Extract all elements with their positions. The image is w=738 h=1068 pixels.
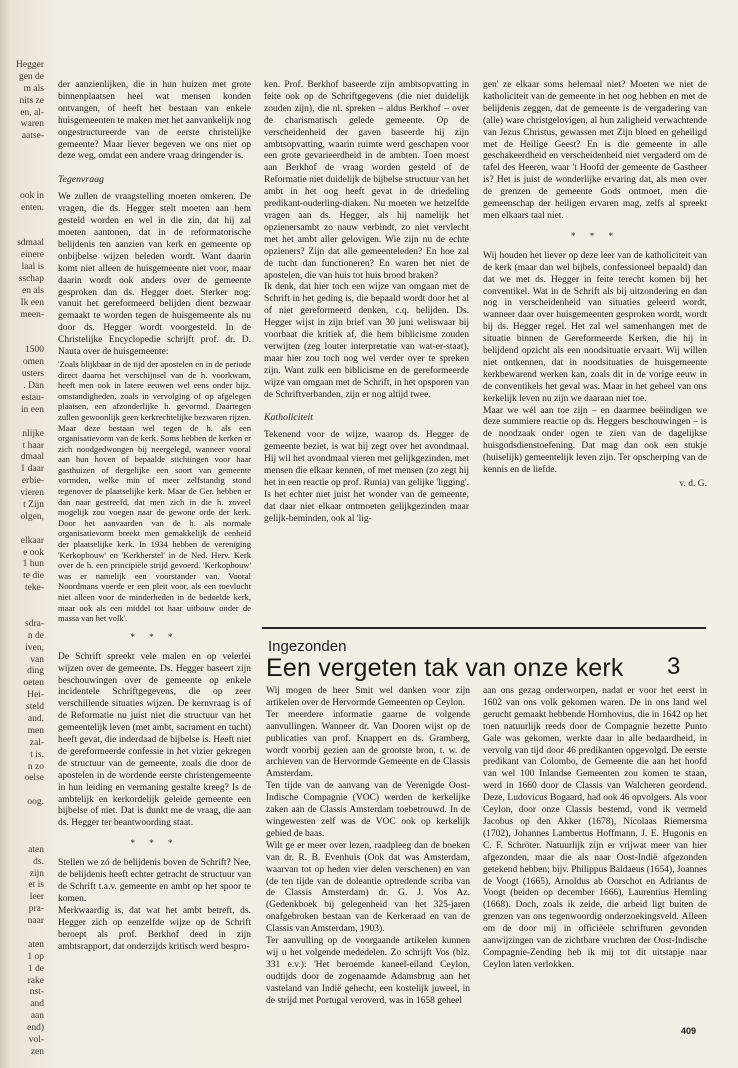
edge-fragment: laal is xyxy=(21,262,44,273)
column-2 xyxy=(264,80,469,526)
edge-fragment: rake xyxy=(27,975,44,986)
edge-fragment: enten. xyxy=(21,202,44,213)
edge-fragment xyxy=(0,333,44,345)
edge-fragment: 1 hun xyxy=(22,559,44,570)
subheading-tegenvraag: Tegenvraag xyxy=(58,174,104,186)
col1-paragraph-2: We zullen de vraagstelling moeten omkeren. De vragen, die ds. Hegger stelt moeten aan hem gesteld worden en wel in die zin, dat hij zal moeten aantonen, dat in de reformatorische belijdenis ten aanzien van kerk en gemeente op onbijbelse wijzen beleden wordt. Want daarin komt niet alleen de huisgemeente niet voor, maar daarin wordt ook anders over de gemeente gesproken dan ds. Hegger doet. Sterker nog: vanuit het gereformeerd belijden dient bezwaar gemaakt te worden tegen de huisgemeente als nu door ds. Hegger wordt voorgesteld. In de Christelijke Encyclopedie schrijft prof. dr. D. Nauta over de huisgemeente: xyxy=(58,192,251,358)
edge-fragment: naar xyxy=(27,916,44,927)
edge-fragment: t Zijn xyxy=(23,499,44,510)
edge-fragment: en, al- xyxy=(20,107,44,118)
edge-fragment xyxy=(0,179,44,191)
article2-column-b: aan ons gezag onderworpen, nadat er voor het eerst in 1602 van ons volk gekomen waren. De in ons land wel gerucht gemaakt hebbende Hornhovius, die in 1642 op het toen natuurlijk reeds door de Compagnie bezette Punto Gale was gekomen, werkte daar in alle bedaardheid, in vervolg van tijd door 46 predikanten opgevolgd. De eerste predikant van Colombo, de Gemeente die aan het hoofd van wel 100 Inlandse Gemeenten zou komen te staan, werd in 1660 door de Classis van Walcheren geordend. Deze, Ludovicus Bogaard, had ook 46 opvolgers. Als voor Ceylon, door onze Classis bestemd, vond ik vermeld Jacobus op den Akker (1678), Nicolaas Riemersma (1702), Johannes Lambertus Hoffmann, J. E. Hugonis en C. F. Schröter. Natuurlijk zijn er vrijwat meer van hier afgezonden, maar die als naar Oost-Indië afgezonden getekend hebben; bijv. Philippus Baldaeus (1654), Joannes de Voogt (1665), Arnoldus ab Oorschot en Adrianus de Voogt (beiden op december 1666), Laurentius Hemling (1668). Doch, zoals ik zeide, die arbeid ligt buiten de grenzen van ons tegenwoordig onderzoekingsveld. Alleen om de door mij in officiëele schrifturen gevonden aanwijzingen van de zichtbare vruchten der Oost-Indische Compagnie-Zending heb ik mij tot dit uitstapje naar Ceylon laten verlokken. xyxy=(483,686,707,970)
edge-fragment: t is. xyxy=(30,749,44,760)
article2-column-a: Wij mogen de heer Smit wel danken voor zijn artikelen over de Hervormde Gemeenten op Ceylon. Ter meerdere informatie gaarne de volgende aanvullingen. Wanneer dr. Van Dooren wijst op de publicaties van prof. Knappert en ds. Gramberg, wordt voorbij gezien aan de grootste bron, t. w. de archieven van de Hervormde Gemeente en de Classis Amsterdam. Ten tijde van de aanvang van de Verenigde Oost-Indische Compagnie (VOC) werden de kerkelijke zaken aan de Classis Amsterdam toebetrouwd. In de wingewesten zelf was de VOC ook op kerkelijk gebied de baas. Wilt ge er meer over lezen, raadpleeg dan de boeken van dr. R. B. Evenhuis (Ook dat was Amsterdam, waarvan tot op heden vier delen verschenen) en van (de ten tijde van de doleantie optredende scriba van de Classis Amsterdam) dr. G. J. Vos Az. (Gedenkboek bij gelegenheid van het 325-jaren onafgebroken bestaan van de Kerkeraad en van de Classis van Amsterdam, 1903). Ter aanvulling op de voorgaande artikelen kunnen wij u het volgende mededelen. Zo schrijft Vos (blz. 331 e.v.): 'Het beroemde kaneel-eiland Ceylon, oudtijds door de zogenaamde Adamsbrug aan het vasteland van Indië gehecht, een kostelijk juweel, in de strijd met Portugal veroverd, was in 1658 geheel xyxy=(266,686,470,1006)
edge-fragment: 1 op xyxy=(27,951,44,962)
edge-fragment: ding xyxy=(27,666,44,677)
edge-fragment: and xyxy=(30,999,44,1010)
edge-fragment: oog. xyxy=(27,797,44,808)
edge-fragment xyxy=(0,809,44,821)
edge-fragment: zen xyxy=(30,1046,44,1057)
edge-fragment: men xyxy=(27,725,44,736)
edge-fragment: vol- xyxy=(28,1035,44,1046)
edge-fragment xyxy=(0,821,44,833)
edge-fragment: . Dan xyxy=(23,381,44,392)
series-part-number: 3 xyxy=(667,653,681,680)
edge-fragment xyxy=(0,417,44,429)
adjacent-page-edge xyxy=(0,60,44,1057)
nauta-quote: 'Zoals blijkbaar in de tijd der apostelen en in de periode direct daarna het verschijnsel van de h. voorkwam, heeft men ook in latere eeuwen wel eens onder bijz. omstandigheden, zoals in vervolging of op afgelegen plaatsen, een afzonderlijke h. gevormd. Daartegen zullen gewoonlijk geen kerkrechtelijke bezwaren rijzen. Maar deze bestaan wel tegen de h. als een organisatievorm van de kerk. Soms hebben de kerken er zich noodgedwongen bij neergelegd, wanneer vooral aan hun hoven of bepaalde stichtingen voor haar gasthuizen of dergelijke een soort van gemeente vormden, welke min of meer zelfstandig stond tegenover de plaatselijke kerk. Maar de Ger. hebben er dan naar gestreefd, dat men zich in die h. zoveel mogelijk zou voegen naar de gewone orde der kerk. Door het aanvaarden van de h. als normale organisatievorm breekt men gemakkelijk de eenheid der plaatselijke kerk. In 1934 hebben de vereniging 'Kerkopbouw' en 'Kerkherstel' in de Ned. Herv. Kerk over de h. een principiële strijd gevoerd. 'Kerkopbouw' was er namelijk een voorstander van. Vooral Noordmans voerde er een pleit voor, als een toevlucht niet alleen voor de minderheden in de bedoelde kerk, maar ook als een middel tot haar uitbouw onder de massa van het volk'. xyxy=(58,358,251,624)
edge-fragment: e ook xyxy=(23,547,44,558)
column-1 xyxy=(58,80,251,953)
edge-fragment xyxy=(0,607,44,619)
edge-fragment: gen de xyxy=(18,71,44,82)
edge-fragment: ook in xyxy=(19,190,44,201)
edge-fragment xyxy=(0,595,44,607)
edge-fragment: n de xyxy=(27,630,44,641)
column-3 xyxy=(483,80,707,491)
edge-fragment: 1 daar xyxy=(20,464,44,475)
edge-fragment xyxy=(0,143,44,155)
edge-fragment: teke- xyxy=(25,583,44,594)
edge-fragment xyxy=(0,322,44,334)
edge-fragment: omen xyxy=(22,357,44,368)
edge-fragment: aan xyxy=(30,1011,44,1022)
edge-fragment: usters xyxy=(21,369,44,380)
col3-paragraph-2: Wij houden het liever op deze leer van de katholiciteit van de kerk (maar dan wel bijbels, confessioneel bepaald) dan dat we met ds. Hegger in feite terecht komen bij het conventikel. Wat in de Schrift als bij uitzondering en dan nog in verscheidenheid van situaties geleerd wordt, wanneer daar over huisgemeenten gesproken wordt, wordt bij ds. Hegger regel. Het zal wel samenhangen met de situatie binnen de Gereformeerde Kerken, die hij in belijdend opzicht als een noodsituatie ervaart. Wij willen niet ontkennen, dat in noodsituaties de huisgemeente kerkbewarend werken kan, zoals dit in de vorige eeuw in de conventikels het geval was. Maar in het geheel van ons kerkelijk leven nu zijn we daaraan niet toe. Maar we wél aan toe zijn – en daarmee beëindigen we deze summiere reactie op ds. Heggers beschouwingen – is de noodzaak onder ogen te zien van de dagelijkse huisgodsdienstoefening. Dat mag dan ook een stukje (huiselijk) gemeentelijk leven zijn. Ter opscherping van de kennis en de liefde. xyxy=(483,250,707,476)
edge-fragment: vieren xyxy=(20,488,44,499)
edge-fragment: Ik een xyxy=(20,297,44,308)
edge-fragment: elkaar xyxy=(20,535,44,546)
section-separator-2: * * * xyxy=(130,838,179,849)
edge-fragment: einere xyxy=(20,250,44,261)
edge-fragment: nits ze xyxy=(19,95,44,106)
edge-fragment: oeten xyxy=(23,678,44,689)
edge-fragment xyxy=(0,524,44,536)
edge-fragment: in een xyxy=(21,404,44,415)
edge-fragment: 1 de xyxy=(27,963,44,974)
edge-fragment: oelse xyxy=(24,773,44,784)
edge-fragment xyxy=(0,226,44,238)
edge-fragment: ds. xyxy=(33,856,44,867)
col2-paragraph-1: ken. Prof. Berkhof baseerde zijn ambtsopvatting in feite ook op de Schriftgegevens (die niet duidelijk zouden zijn), die nl. spreken – aldus Berkhof – over de charismatisch gelede gemeente. Op de verscheidenheid der gaven baseerde hij zijn ambtsopvatting, waarin ruimte werd geschapen voor een grote gevarieerdheid in de ambten. Toen moest aan Berkhof de vraag worden gesteld of de Reformatie niet duidelijk de bijbelse structuur van het ambt in het oog heeft gevat in de driedeling predikant-ouderling-diaken. Nu moeten we hetzelfde vragen aan ds. Hegger, als hij namelijk het opzienersambt zo nauw verbindt, zo niet vervlecht met het ambt aller gelovigen. Wie zijn nu de echte opzieners? Zijn dat alle gemeenteleden? En hoe zal de tucht dan functioneren? En waren het niet de apostelen, die van huis tot huis brood braken? Ik denk, dat hier toch een wijze van omgaan met de Schrift in het geding is, die bepaald wordt door het al of niet gereformeerd denken, c.q. belijden. Ds. Hegger wijst in zijn brief van 30 juni weliswaar bij voorbaat die kritiek af, die hem biblicisme zouden verwijten (zeg louter interpretatie van wat-er-staat), maar hier zou toch nog wel verder over te spreken zijn. Want zulk een biblicisme en de gereformeerde wijze van omgaan met de Schrift, in het opsporen van de Schriftverbanden, zijn er nog altijd twee. xyxy=(264,80,469,400)
edge-fragment: steld xyxy=(26,702,44,713)
edge-fragment: leer xyxy=(29,892,44,903)
edge-fragment: sdra- xyxy=(25,618,44,629)
page-number: 409 xyxy=(681,1026,697,1036)
edge-fragment: van xyxy=(30,654,44,665)
edge-fragment: end) xyxy=(27,1023,44,1034)
author-signature: v. d. G. xyxy=(679,479,707,489)
edge-fragment: et is xyxy=(28,880,44,891)
subheading-katholiciteit: Katholiciteit xyxy=(264,412,313,424)
edge-fragment xyxy=(0,167,44,179)
edge-fragment: waren xyxy=(20,119,44,130)
edge-fragment: nst- xyxy=(29,987,44,998)
col1-paragraph-4: Stellen we zó de belijdenis boven de Schrift? Nee, de belijdenis heeft echter getracht de structuur van de Schrift t.a.v. gemeente en ambt op het spoor te komen. Merkwaardig is, dat wat het ambt betreft, ds. Hegger zich op eenzelfde wijze op de Schrift beroept als prof. Berkhof deed in zijn ambtsrapport, dat onderzijds kritisch werd bespro- xyxy=(58,858,251,952)
edge-fragment: m als xyxy=(23,83,44,94)
edge-fragment: t haar xyxy=(22,440,44,451)
edge-fragment: pra- xyxy=(28,904,44,915)
edge-fragment: zal- xyxy=(29,737,44,748)
section-separator-1: * * * xyxy=(130,631,179,642)
edge-fragment: Hegger xyxy=(16,60,44,70)
edge-fragment: iven, xyxy=(25,642,44,653)
edge-fragment: dmaal xyxy=(20,452,44,463)
edge-fragment xyxy=(0,785,44,797)
article-divider-rule xyxy=(262,627,706,629)
edge-fragment: 1500 xyxy=(25,345,44,356)
edge-fragment: te die xyxy=(23,571,44,582)
edge-fragment xyxy=(0,928,44,940)
edge-fragment: estau- xyxy=(21,392,44,403)
edge-fragment: erbie- xyxy=(21,476,44,487)
edge-fragment: aten xyxy=(28,844,44,855)
edge-fragment: zijn xyxy=(29,868,44,879)
section-separator-3: * * * xyxy=(571,230,619,241)
edge-fragment: en als xyxy=(22,285,44,296)
edge-fragment: olgen, xyxy=(20,511,44,522)
col3-paragraph-1: gen' ze elkaar soms helemaal niet? Moeten we niet de katholiciteit van de gemeente in het oog hebben en met de belijdenis zeggen, dat de gemeente is de vergadering van (alle) ware christgelovigen, al hun zaligheid verwachtende van Jezus Christus, gewassen met Zijn bloed en geheiligd met de Heilige Geest? En is die gemeente in alle geschakeerdheid en verscheidenheid niet vergaderd om de tafel des Heeren, waar 't Hoofd der gemeente de Gastheer is? Het is juist de wonderlijke ervaring dat, als men over de grenzen de gemeente Gods ontmoet, men die gemeenschap der heiligen ervaren mag, zelfs al spreekt men elkaars taal niet. xyxy=(483,80,707,221)
edge-fragment: sdmaal xyxy=(17,238,44,249)
article-kicker: Ingezonden xyxy=(268,638,347,655)
edge-fragment: aatse- xyxy=(21,131,44,142)
edge-fragment: nlijke xyxy=(22,428,44,439)
edge-fragment: and. xyxy=(27,713,44,724)
col1-paragraph-3: De Schrift spreekt vele malen en op velerlei wijzen over de gemeente. Ds. Hegger baseert zijn beschouwingen over de gemeente op enkele incidentele Schriftgegevens, die op zeer verschillende situaties wijzen. De kernvraag is of de Reformatie nu juist niet die structuur van het gemeentelijk leven (met ambt, sacrament en tucht) heeft gevat, die inderdaad de bijbelse is. Heeft niet de gereformeerde confessie in het vizier gekregen de structuur van de gemeente, zoals die door de apostelen in de wordende eerste christengemeente in hun leiding en vermaning gestalte kreeg? Is de ambtelijk en kerkordelijk geleide gemeente een bijbelse of niet. Dat is dunkt me de vraag, die aan ds. Hegger ter beantwoording staat. xyxy=(58,651,251,829)
edge-fragment xyxy=(0,833,44,845)
edge-fragment: n zo xyxy=(27,761,44,772)
article-headline: Een vergeten tak van onze kerk xyxy=(266,654,624,682)
col2-paragraph-2: Tekenend voor de wijze, waarop ds. Hegger de gemeente beziet, is wat hij zegt over het avondmaal. Hij wil het avondmaal vieren met gelijkgezinden, met mensen die elkaar kennen, of met mensen (zo zegt hij het in een reactie op prof. Runia) van gelijke 'ligging'. Is het echter niet juist het wonder van de gemeente, dat daar niet elkaar ontmoeten gelijkgezinden maar gelijk-beminden, ook al 'lig- xyxy=(264,430,469,524)
edge-fragment: sschap xyxy=(18,274,44,285)
edge-fragment: Hei- xyxy=(27,690,44,701)
edge-fragment: aten xyxy=(28,939,44,950)
edge-fragment xyxy=(0,155,44,167)
col1-paragraph-1: der aanzienlijken, die in hun huizen met grote binnenplaatsen heel wat mensen konden ontvangen, of heeft het bestaan van enkele huisgemeenten te maken met het aanvankelijk nog ongestructureerde van de eerste christelijke gemeente? Maar liever begeven we ons niet op deze weg, omdat een andere vraag dringender is. xyxy=(58,80,251,162)
edge-fragment: meen- xyxy=(20,309,44,320)
edge-fragment xyxy=(0,215,44,227)
